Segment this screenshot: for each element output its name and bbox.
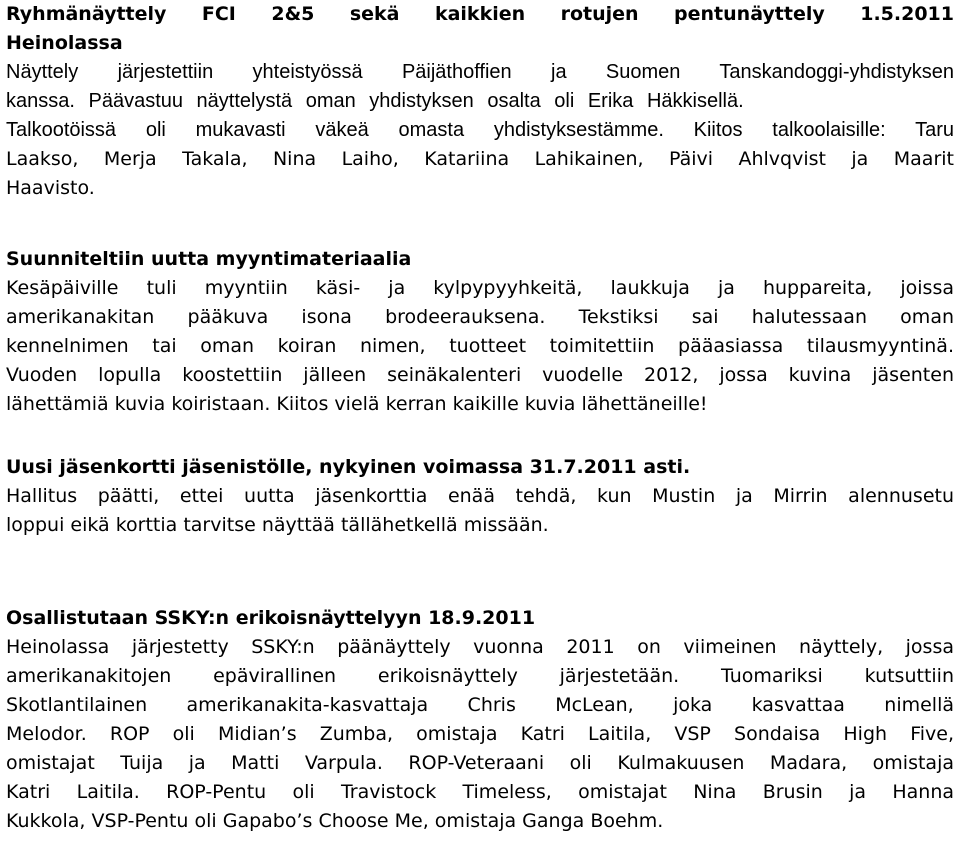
section-heading-line: Ryhmänäyttely FCI 2&5 sekä kaikkien rotujen pentunäyttely 1.5.2011 bbox=[6, 3, 954, 25]
paragraph-line: Melodor. ROP oli Midian’s Zumba, omistaja Katri Laitila, VSP Sondaisa High Five, bbox=[6, 723, 954, 745]
paragraph-line: Talkootöissä oli mukavasti väkeä omasta yhdistyksestämme. Kiitos talkoolaisille: Taru bbox=[6, 119, 954, 141]
section-member-card bbox=[6, 453, 954, 540]
section-ssky-show bbox=[6, 604, 954, 836]
paragraph-line: loppui eikä korttia tarvitse näyttää tällähetkellä missään. bbox=[6, 514, 549, 536]
paragraph-line: Näyttely järjestettiin yhteistyössä Päijäthoffien ja Suomen Tanskandoggi-yhdistyksen bbox=[6, 61, 954, 83]
paragraph-line: Kukkola, VSP-Pentu oli Gapabo’s Choose Me, omistaja Ganga Boehm. bbox=[6, 810, 664, 832]
paragraph-line: omistajat Tuija ja Matti Varpula. ROP-Veteraani oli Kulmakuusen Madara, omistaja bbox=[6, 752, 954, 774]
section-heading-line: Heinolassa bbox=[6, 32, 123, 54]
paragraph-line: Kesäpäiville tuli myyntiin käsi- ja kylpypyyhkeitä, laukkuja ja huppareita, joissa bbox=[6, 277, 954, 299]
paragraph-line: Hallitus päätti, ettei uutta jäsenkorttia enää tehdä, kun Mustin ja Mirrin alennusetu bbox=[6, 485, 954, 507]
paragraph-line: Vuoden lopulla koostettiin jälleen seinäkalenteri vuodelle 2012, jossa kuvina jäsenten bbox=[6, 364, 954, 386]
section-heading: Uusi jäsenkortti jäsenistölle, nykyinen voimassa 31.7.2011 asti. bbox=[6, 456, 691, 478]
paragraph-line: kanssa. Päävastuu näyttelystä oman yhdistyksen osalta oli Erika Häkkisellä. bbox=[6, 90, 744, 112]
section-heading: Suunniteltiin uutta myyntimateriaalia bbox=[6, 248, 412, 270]
paragraph-line: kennelnimen tai oman koiran nimen, tuotteet toimitettiin pääasiassa tilausmyyntinä. bbox=[6, 335, 954, 357]
paragraph-line: lähettämiä kuvia koiristaan. Kiitos vielä kerran kaikille kuvia lähettäneille! bbox=[6, 393, 708, 415]
section-show-heinola bbox=[6, 0, 954, 203]
paragraph-line: Heinolassa järjestetty SSKY:n päänäyttely vuonna 2011 on viimeinen näyttely, jossa bbox=[6, 636, 954, 658]
paragraph-line: amerikanakitan pääkuva isona brodeerauksena. Tekstiksi sai halutessaan oman bbox=[6, 306, 954, 328]
paragraph-line: Skotlantilainen amerikanakita-kasvattaja Chris McLean, joka kasvattaa nimellä bbox=[6, 694, 954, 716]
paragraph-line: amerikanakitojen epävirallinen erikoisnäyttely järjestetään. Tuomariksi kutsuttiin bbox=[6, 665, 954, 687]
paragraph-line: Laakso, Merja Takala, Nina Laiho, Katariina Lahikainen, Päivi Ahlvqvist ja Maarit bbox=[6, 148, 954, 170]
section-heading: Osallistutaan SSKY:n erikoisnäyttelyyn 18.9.2011 bbox=[6, 607, 536, 629]
section-sales-material bbox=[6, 245, 954, 419]
paragraph-line: Katri Laitila. ROP-Pentu oli Travistock Timeless, omistajat Nina Brusin ja Hanna bbox=[6, 781, 954, 803]
paragraph-line: Haavisto. bbox=[6, 177, 95, 199]
